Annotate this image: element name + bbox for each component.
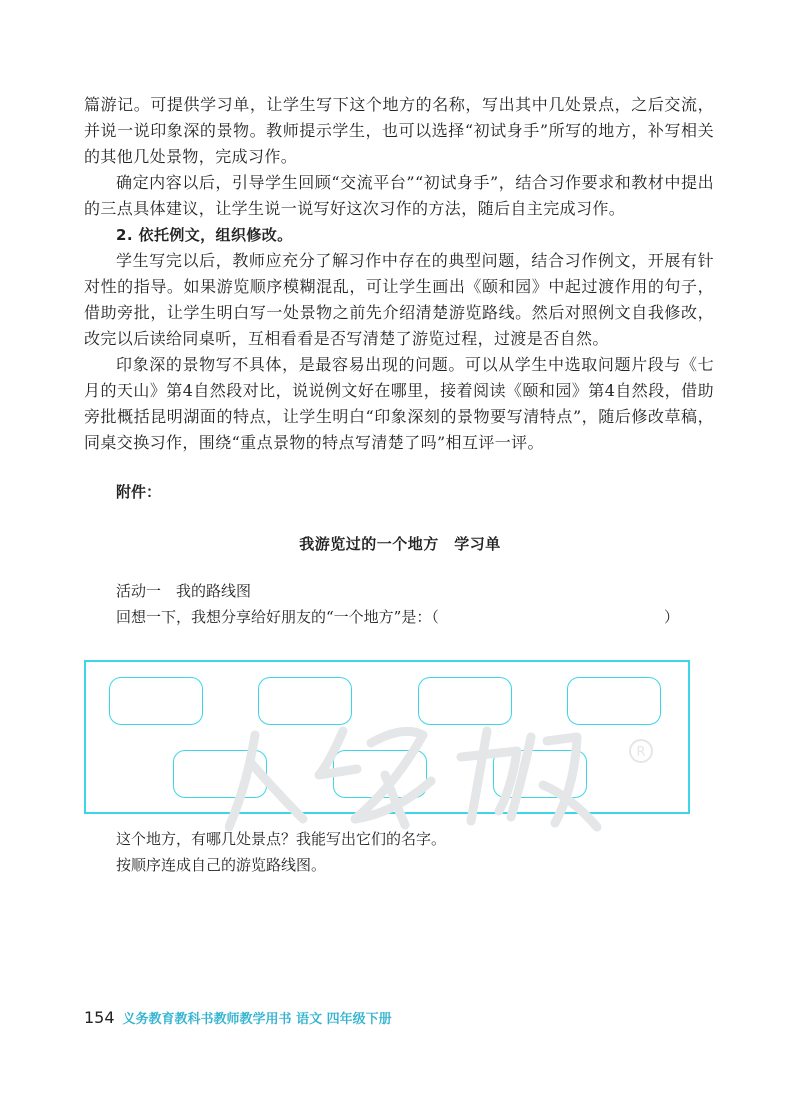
route-box-5[interactable] — [173, 750, 267, 798]
worksheet-note-1: 这个地方，有哪几处景点？我能写出它们的名字。 — [116, 830, 447, 848]
worksheet-note-2: 按顺序连成自己的游览路线图。 — [116, 856, 327, 874]
place-prompt-close: ） — [664, 608, 680, 626]
paragraph-3: 学生写完以后，教师应充分了解习作中存在的典型问题，结合习作例文，开展有针对性的指导。如果游览顺序模糊混乱，可让学生画出《颐和园》中起过渡作用的句子，借助旁批，让学生明白写一处景物之前先介绍清楚游览路线。然后对照例文自我修改，改完以后读给同桌听，互相看看是否写清楚了游览过程，过渡是否自然。 — [84, 251, 714, 348]
place-prompt-text: 回想一下，我想分享给好朋友的“一个地方”是：（ — [116, 608, 439, 626]
page-footer — [84, 1008, 392, 1027]
svg-text:R: R — [636, 745, 646, 760]
paragraph-1: 篇游记。可提供学习单，让学生写下这个地方的名称，写出其中几处景点，之后交流，并说一说印象深的景物。教师提示学生，也可以选择“初试身手”所写的地方，补写相关的其他几处景物，完成习作。 — [84, 95, 714, 166]
section-heading-2: 2. 依托例文，组织修改。 — [116, 226, 293, 244]
route-box-1[interactable] — [109, 677, 203, 725]
activity-heading: 活动一 我的路线图 — [116, 582, 252, 600]
paragraph-2: 确定内容以后，引导学生回顾“交流平台”“初试身手”，结合习作要求和教材中提出的三点具体建议，让学生说一说写好这次习作的方法，随后自主完成习作。 — [84, 173, 714, 218]
worksheet-title: 我游览过的一个地方 学习单 — [299, 535, 501, 553]
route-box-3[interactable] — [418, 677, 512, 725]
page-number: 154 — [84, 1008, 115, 1027]
body-text — [84, 92, 714, 456]
route-box-2[interactable] — [258, 677, 352, 725]
paragraph-4: 印象深的景物写不具体，是最容易出现的问题。可以从学生中选取问题片段与《七月的天山》第4自然段对比，说说例文好在哪里，接着阅读《颐和园》第4自然段，借助旁批概括昆明湖面的特点，让学生明白“印象深刻的景物要写清特点”，随后修改草稿，同桌交换习作，围绕“重点景物的特点写清楚了吗”相互评一评。 — [84, 355, 714, 452]
route-box-4[interactable] — [567, 677, 661, 725]
book-title: 义务教育教科书教师教学用书 语文 四年级下册 — [122, 1012, 392, 1027]
place-prompt — [116, 606, 680, 628]
appendix-label: 附件： — [116, 483, 162, 501]
route-box-6[interactable] — [333, 750, 427, 798]
route-map-frame — [84, 660, 690, 814]
route-box-7[interactable] — [493, 750, 587, 798]
